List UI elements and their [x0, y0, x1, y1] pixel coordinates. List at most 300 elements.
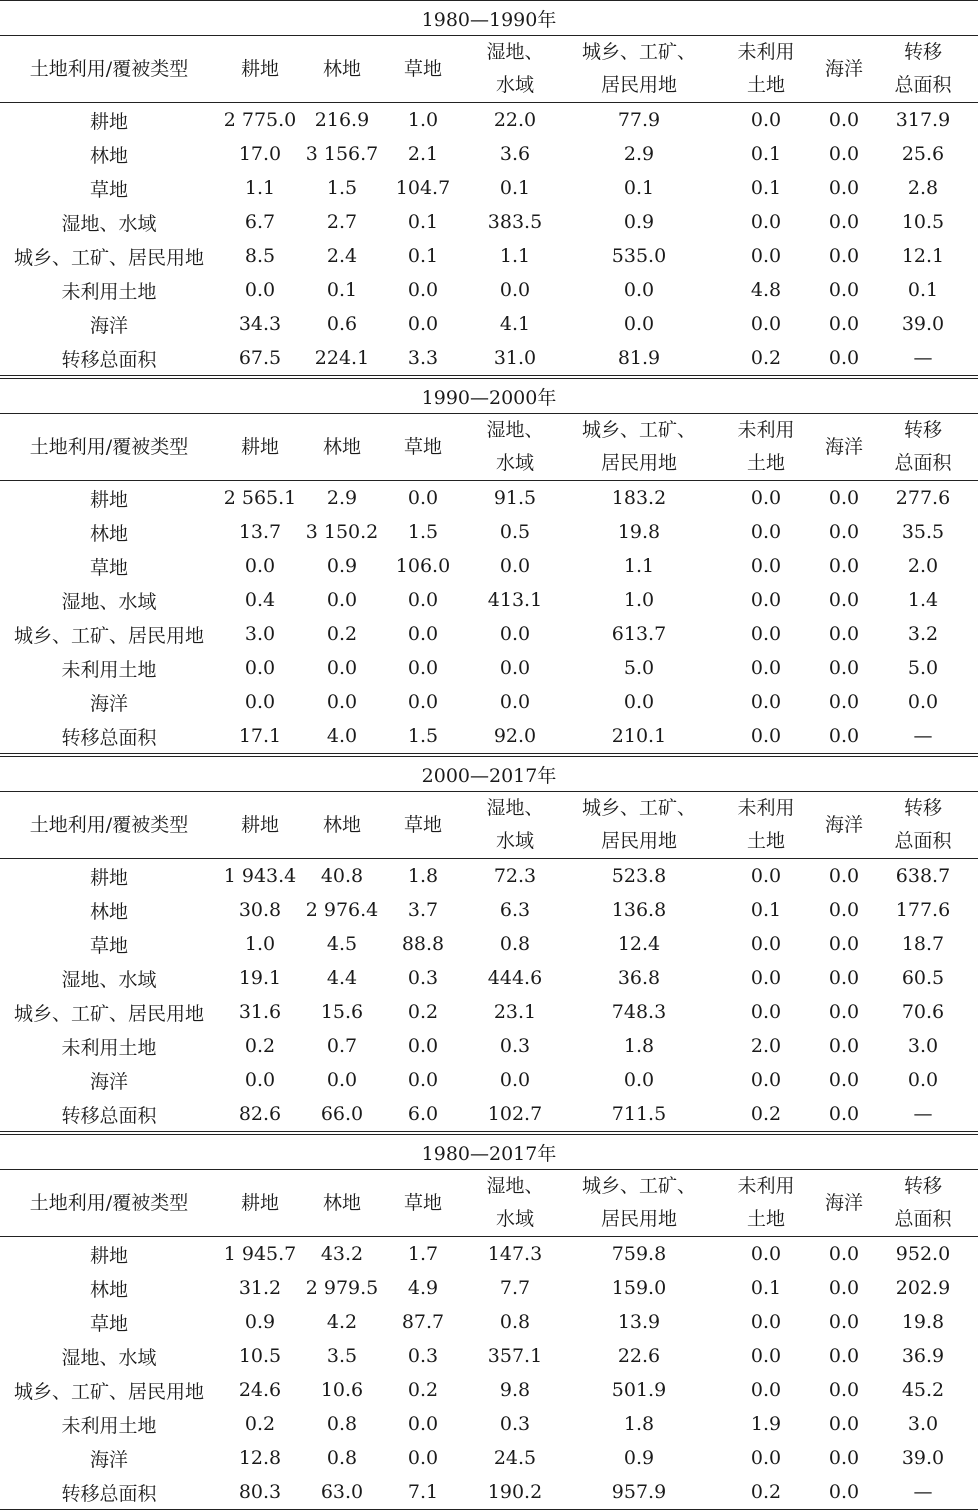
- row-label: 城乡、工矿、居民用地: [13, 1002, 204, 1025]
- value-cell: 1.8: [407, 865, 439, 887]
- value-cell: 82.6: [238, 1103, 282, 1125]
- table-row: [0, 481, 978, 516]
- value-cell: 0.0: [326, 1069, 358, 1091]
- value-cell: 2.0: [907, 555, 939, 577]
- value-cell: 0.0: [828, 623, 860, 645]
- value-cell: 0.1: [326, 279, 358, 301]
- value-cell: 0.0: [750, 555, 782, 577]
- value-cell: 383.5: [487, 211, 543, 233]
- header-line-1: 湿地、: [486, 41, 544, 63]
- row-label: 湿地、水域: [61, 590, 157, 613]
- value-cell: 1.5: [326, 177, 358, 199]
- header-line-1: 湿地、: [486, 1175, 544, 1197]
- header-line-1: 耕地: [240, 813, 279, 836]
- value-cell: 25.6: [901, 143, 945, 165]
- header-cell: [820, 36, 868, 103]
- header-line-2: 居民用地: [600, 1208, 677, 1230]
- value-cell: 45.2: [901, 1379, 945, 1401]
- value-cell: 0.0: [623, 313, 655, 335]
- row-label: 转移总面积: [0, 1475, 218, 1510]
- value-cell: 0.0: [828, 691, 860, 713]
- value-cell: 0.2: [407, 1001, 439, 1023]
- row-label: 草地: [89, 178, 128, 201]
- header-cell: [868, 1170, 978, 1237]
- value-cell: 0.1: [750, 899, 782, 921]
- header-line-1: 林地: [322, 57, 361, 80]
- header-line-1: 耕地: [240, 435, 279, 458]
- table-row: [0, 307, 978, 341]
- value-cell: 0.0: [244, 279, 276, 301]
- header-cell: [712, 414, 820, 481]
- value-cell: 0.2: [750, 347, 782, 369]
- value-cell: 0.1: [750, 177, 782, 199]
- value-cell: 2.8: [907, 177, 939, 199]
- table-row: [0, 239, 978, 273]
- header-line-1: 转移: [903, 419, 942, 441]
- table-row: [0, 1339, 978, 1373]
- row-label: 耕地: [89, 1244, 128, 1267]
- value-cell: 1 943.4: [223, 865, 297, 887]
- row-label: 湿地、水域: [61, 1346, 157, 1369]
- row-label: 林地: [89, 1278, 128, 1301]
- value-cell: 0.0: [828, 177, 860, 199]
- header-category: 土地利用/覆被类型: [0, 1170, 218, 1237]
- row-label: 海洋: [89, 314, 128, 337]
- value-cell: 0.0: [407, 487, 439, 509]
- value-cell: 8.5: [244, 245, 276, 267]
- value-cell: 19.1: [238, 967, 282, 989]
- header-cell: [820, 1170, 868, 1237]
- header-line-1: 草地: [403, 1191, 442, 1214]
- value-cell: 0.0: [828, 967, 860, 989]
- value-cell: 77.9: [617, 109, 661, 131]
- table-row: [0, 1063, 978, 1097]
- period-title: 1990—2000年: [0, 377, 978, 414]
- value-cell: 1.8: [623, 1413, 655, 1435]
- header-line-1: 海洋: [824, 1191, 863, 1214]
- value-cell: 0.5: [499, 521, 531, 543]
- row-label: 草地: [89, 934, 128, 957]
- value-cell: —: [913, 725, 933, 747]
- value-cell: 0.0: [828, 1345, 860, 1367]
- value-cell: 0.1: [407, 211, 439, 233]
- value-cell: 0.1: [623, 177, 655, 199]
- value-cell: 5.0: [623, 657, 655, 679]
- value-cell: 0.0: [828, 313, 860, 335]
- header-line-1: 林地: [322, 1191, 361, 1214]
- value-cell: 0.0: [499, 1069, 531, 1091]
- header-line-1: 未利用: [737, 419, 795, 441]
- header-category: 土地利用/覆被类型: [0, 36, 218, 103]
- value-cell: 0.0: [244, 691, 276, 713]
- value-cell: 0.0: [828, 657, 860, 679]
- value-cell: 0.0: [907, 1069, 939, 1091]
- value-cell: 523.8: [611, 865, 667, 887]
- value-cell: 0.0: [407, 1069, 439, 1091]
- value-cell: 0.0: [828, 933, 860, 955]
- value-cell: 1.4: [907, 589, 939, 611]
- value-cell: 2.1: [407, 143, 439, 165]
- header-line-1: 湿地、: [486, 419, 544, 441]
- value-cell: 7.7: [499, 1277, 531, 1299]
- header-line-1: 耕地: [240, 1191, 279, 1214]
- value-cell: 1 945.7: [223, 1243, 297, 1265]
- header-row: [0, 1170, 978, 1237]
- row-label: 草地: [89, 556, 128, 579]
- header-line-1: 林地: [322, 813, 361, 836]
- header-category: 土地利用/覆被类型: [0, 792, 218, 859]
- section-4: [0, 1133, 978, 1510]
- value-cell: 0.0: [750, 1311, 782, 1333]
- header-cell: [302, 36, 382, 103]
- header-cell: [464, 414, 566, 481]
- header-row: [0, 414, 978, 481]
- header-line-2: 土地: [746, 830, 785, 852]
- value-cell: 0.0: [499, 279, 531, 301]
- value-cell: 0.3: [407, 1345, 439, 1367]
- value-cell: 0.0: [820, 1475, 868, 1510]
- value-cell: 30.8: [238, 899, 282, 921]
- header-line-2: 居民用地: [600, 452, 677, 474]
- table-row: [0, 617, 978, 651]
- value-cell: 0.0: [244, 657, 276, 679]
- value-cell: 0.0: [750, 1379, 782, 1401]
- header-line-2: 居民用地: [600, 74, 677, 96]
- header-line-2: 总面积: [894, 74, 952, 96]
- value-cell: 4.1: [499, 313, 531, 335]
- table-row: [0, 205, 978, 239]
- header-cell: [382, 792, 464, 859]
- value-cell: 0.0: [828, 521, 860, 543]
- value-cell: 0.1: [750, 1277, 782, 1299]
- value-cell: 72.3: [493, 865, 537, 887]
- value-cell: 0.0: [499, 691, 531, 713]
- value-cell: 1.5: [407, 521, 439, 543]
- value-cell: 0.0: [407, 1035, 439, 1057]
- table-row: [0, 1237, 978, 1272]
- value-cell: 3.0: [244, 623, 276, 645]
- header-line-2: 总面积: [894, 452, 952, 474]
- row-label: 林地: [89, 522, 128, 545]
- value-cell: 0.0: [407, 1413, 439, 1435]
- row-label: 林地: [89, 144, 128, 167]
- section-2: [0, 377, 978, 755]
- value-cell: 0.0: [828, 1379, 860, 1401]
- header-cell: [868, 792, 978, 859]
- value-cell: 3.2: [907, 623, 939, 645]
- value-cell: 4.9: [407, 1277, 439, 1299]
- header-line-2: 土地: [746, 74, 785, 96]
- value-cell: 0.0: [828, 1243, 860, 1265]
- header-line-1: 未利用: [737, 41, 795, 63]
- header-line-2: 水域: [495, 830, 534, 852]
- value-cell: 0.1: [907, 279, 939, 301]
- header-cell: [868, 414, 978, 481]
- value-cell: 12.8: [238, 1447, 282, 1469]
- value-cell: 0.4: [244, 589, 276, 611]
- table-row: [0, 1029, 978, 1063]
- header-line-2: 水域: [495, 452, 534, 474]
- table-row: [0, 859, 978, 894]
- row-label: 湿地、水域: [61, 968, 157, 991]
- table-row: [0, 137, 978, 171]
- table-row: [0, 927, 978, 961]
- value-cell: 40.8: [320, 865, 364, 887]
- value-cell: 0.0: [623, 279, 655, 301]
- header-line-2: 水域: [495, 74, 534, 96]
- value-cell: 0.0: [244, 555, 276, 577]
- table-row: [0, 1475, 978, 1510]
- value-cell: 444.6: [487, 967, 543, 989]
- value-cell: 177.6: [895, 899, 951, 921]
- value-cell: 0.0: [828, 865, 860, 887]
- header-cell: [712, 792, 820, 859]
- value-cell: 0.0: [828, 487, 860, 509]
- header-line-1: 草地: [403, 813, 442, 836]
- value-cell: 0.0: [623, 1069, 655, 1091]
- header-row: [0, 36, 978, 103]
- value-cell: 12.4: [617, 933, 661, 955]
- value-cell: 0.0: [828, 347, 860, 369]
- value-cell: 317.9: [895, 109, 951, 131]
- header-cell: [302, 792, 382, 859]
- header-line-1: 未利用: [737, 1175, 795, 1197]
- value-cell: 1.1: [244, 177, 276, 199]
- row-label: 海洋: [89, 1448, 128, 1471]
- value-cell: 88.8: [401, 933, 445, 955]
- value-cell: 2.9: [326, 487, 358, 509]
- value-cell: 0.2: [326, 623, 358, 645]
- table-row: [0, 719, 978, 755]
- value-cell: 39.0: [901, 313, 945, 335]
- value-cell: 1.9: [750, 1413, 782, 1435]
- value-cell: 36.9: [901, 1345, 945, 1367]
- header-line-2: 总面积: [894, 830, 952, 852]
- row-label: 海洋: [89, 692, 128, 715]
- value-cell: 0.8: [326, 1447, 358, 1469]
- value-cell: 0.0: [828, 1069, 860, 1091]
- header-cell: [218, 36, 302, 103]
- value-cell: 24.6: [238, 1379, 282, 1401]
- value-cell: 0.1: [750, 143, 782, 165]
- value-cell: 4.4: [326, 967, 358, 989]
- value-cell: 19.8: [901, 1311, 945, 1333]
- value-cell: 1.7: [407, 1243, 439, 1265]
- value-cell: 81.9: [617, 347, 661, 369]
- value-cell: 102.7: [487, 1103, 543, 1125]
- value-cell: 0.0: [326, 589, 358, 611]
- value-cell: 0.0: [750, 109, 782, 131]
- value-cell: 0.0: [828, 1035, 860, 1057]
- value-cell: 147.3: [487, 1243, 543, 1265]
- row-label: 城乡、工矿、居民用地: [13, 624, 204, 647]
- value-cell: 0.0: [407, 691, 439, 713]
- value-cell: 0.2: [750, 1103, 782, 1125]
- header-line-1: 草地: [403, 435, 442, 458]
- value-cell: 4.8: [750, 279, 782, 301]
- period-row: [0, 1133, 978, 1170]
- value-cell: 0.0: [828, 1447, 860, 1469]
- value-cell: 183.2: [611, 487, 667, 509]
- value-cell: 70.6: [901, 1001, 945, 1023]
- value-cell: 4.2: [326, 1311, 358, 1333]
- value-cell: 6.7: [244, 211, 276, 233]
- header-row: [0, 792, 978, 859]
- value-cell: 0.0: [750, 967, 782, 989]
- value-cell: 0.0: [407, 279, 439, 301]
- header-line-1: 城乡、工矿、: [581, 1175, 696, 1197]
- row-label: 林地: [89, 900, 128, 923]
- value-cell: 2.9: [623, 143, 655, 165]
- value-cell: 224.1: [314, 347, 370, 369]
- value-cell: 13.9: [617, 1311, 661, 1333]
- value-cell: 18.7: [901, 933, 945, 955]
- value-cell: 1.5: [407, 725, 439, 747]
- value-cell: 1.1: [499, 245, 531, 267]
- row-label: 未利用土地: [61, 658, 157, 681]
- row-label: 未利用土地: [61, 280, 157, 303]
- value-cell: 0.0: [828, 1001, 860, 1023]
- value-cell: 638.7: [895, 865, 951, 887]
- header-line-1: 耕地: [240, 57, 279, 80]
- value-cell: 210.1: [611, 725, 667, 747]
- value-cell: 0.6: [326, 313, 358, 335]
- value-cell: 0.0: [750, 1345, 782, 1367]
- row-label: 转移总面积: [61, 1104, 157, 1127]
- header-cell: [218, 414, 302, 481]
- value-cell: 0.8: [326, 1413, 358, 1435]
- header-cell: [464, 792, 566, 859]
- value-cell: 0.9: [623, 211, 655, 233]
- value-cell: 12.1: [901, 245, 945, 267]
- table-row: [0, 1305, 978, 1339]
- header-cell: [218, 792, 302, 859]
- value-cell: 0.0: [750, 865, 782, 887]
- value-cell: 0.0: [828, 1103, 860, 1125]
- value-cell: 10.5: [901, 211, 945, 233]
- header-cell: [464, 36, 566, 103]
- header-line-1: 湿地、: [486, 797, 544, 819]
- header-cell: [382, 36, 464, 103]
- row-label: 未利用土地: [61, 1036, 157, 1059]
- value-cell: 0.0: [499, 657, 531, 679]
- value-cell: 0.0: [407, 589, 439, 611]
- value-cell: 10.5: [238, 1345, 282, 1367]
- value-cell: 4.5: [326, 933, 358, 955]
- value-cell: 0.0: [828, 1277, 860, 1299]
- table-row: [0, 961, 978, 995]
- period-title: 2000—2017年: [0, 755, 978, 792]
- header-cell: [464, 1170, 566, 1237]
- value-cell: 136.8: [611, 899, 667, 921]
- value-cell: 357.1: [487, 1345, 543, 1367]
- value-cell: 3.3: [407, 347, 439, 369]
- value-cell: 3.7: [407, 899, 439, 921]
- value-cell: 34.3: [238, 313, 282, 335]
- header-line-1: 转移: [903, 1175, 942, 1197]
- header-line-2: 水域: [495, 1208, 534, 1230]
- value-cell: 759.8: [611, 1243, 667, 1265]
- header-line-1: 海洋: [824, 813, 863, 836]
- header-line-2: 总面积: [894, 1208, 952, 1230]
- value-cell: 31.6: [238, 1001, 282, 1023]
- value-cell: 10.6: [320, 1379, 364, 1401]
- value-cell: 0.7: [326, 1035, 358, 1057]
- table-row: [0, 1373, 978, 1407]
- table-row: [0, 103, 978, 138]
- value-cell: 0.0: [750, 589, 782, 611]
- header-line-1: 城乡、工矿、: [581, 797, 696, 819]
- value-cell: 4.0: [326, 725, 358, 747]
- table-row: [0, 1097, 978, 1133]
- value-cell: 748.3: [611, 1001, 667, 1023]
- row-label: 转移总面积: [61, 348, 157, 371]
- period-title: 1980—1990年: [0, 1, 978, 36]
- header-cell: [820, 414, 868, 481]
- header-line-2: 居民用地: [600, 830, 677, 852]
- value-cell: 277.6: [895, 487, 951, 509]
- header-line-2: 土地: [746, 1208, 785, 1230]
- value-cell: 0.0: [828, 1311, 860, 1333]
- table-row: [0, 515, 978, 549]
- value-cell: 613.7: [611, 623, 667, 645]
- value-cell: 0.0: [750, 521, 782, 543]
- table-row: [0, 651, 978, 685]
- header-line-1: 城乡、工矿、: [581, 41, 696, 63]
- period-row: [0, 1, 978, 36]
- value-cell: 0.9: [623, 1447, 655, 1469]
- value-cell: 67.5: [238, 347, 282, 369]
- value-cell: —: [913, 347, 933, 369]
- value-cell: —: [868, 1475, 978, 1510]
- value-cell: 0.0: [407, 313, 439, 335]
- value-cell: 0.0: [407, 657, 439, 679]
- table-row: [0, 1441, 978, 1475]
- value-cell: 0.0: [244, 1069, 276, 1091]
- period-title: 1980—2017年: [0, 1133, 978, 1170]
- value-cell: 0.3: [499, 1413, 531, 1435]
- header-cell: [302, 414, 382, 481]
- value-cell: 190.2: [464, 1475, 566, 1510]
- value-cell: 15.6: [320, 1001, 364, 1023]
- value-cell: 202.9: [895, 1277, 951, 1299]
- value-cell: 0.0: [828, 1413, 860, 1435]
- value-cell: 0.0: [407, 623, 439, 645]
- value-cell: 66.0: [320, 1103, 364, 1125]
- value-cell: 0.0: [750, 313, 782, 335]
- row-label: 城乡、工矿、居民用地: [13, 1380, 204, 1403]
- period-row: [0, 755, 978, 792]
- header-cell: [566, 414, 712, 481]
- value-cell: 952.0: [895, 1243, 951, 1265]
- value-cell: 0.0: [828, 279, 860, 301]
- value-cell: 0.8: [499, 933, 531, 955]
- value-cell: 2.4: [326, 245, 358, 267]
- table-row: [0, 1271, 978, 1305]
- value-cell: 60.5: [901, 967, 945, 989]
- value-cell: 2 565.1: [223, 487, 297, 509]
- value-cell: 535.0: [611, 245, 667, 267]
- value-cell: 2.0: [750, 1035, 782, 1057]
- value-cell: 0.0: [750, 933, 782, 955]
- value-cell: 22.6: [617, 1345, 661, 1367]
- value-cell: 36.8: [617, 967, 661, 989]
- value-cell: 0.0: [828, 899, 860, 921]
- header-cell: [382, 414, 464, 481]
- value-cell: 2.7: [326, 211, 358, 233]
- value-cell: 3 156.7: [305, 143, 379, 165]
- row-label: 耕地: [89, 488, 128, 511]
